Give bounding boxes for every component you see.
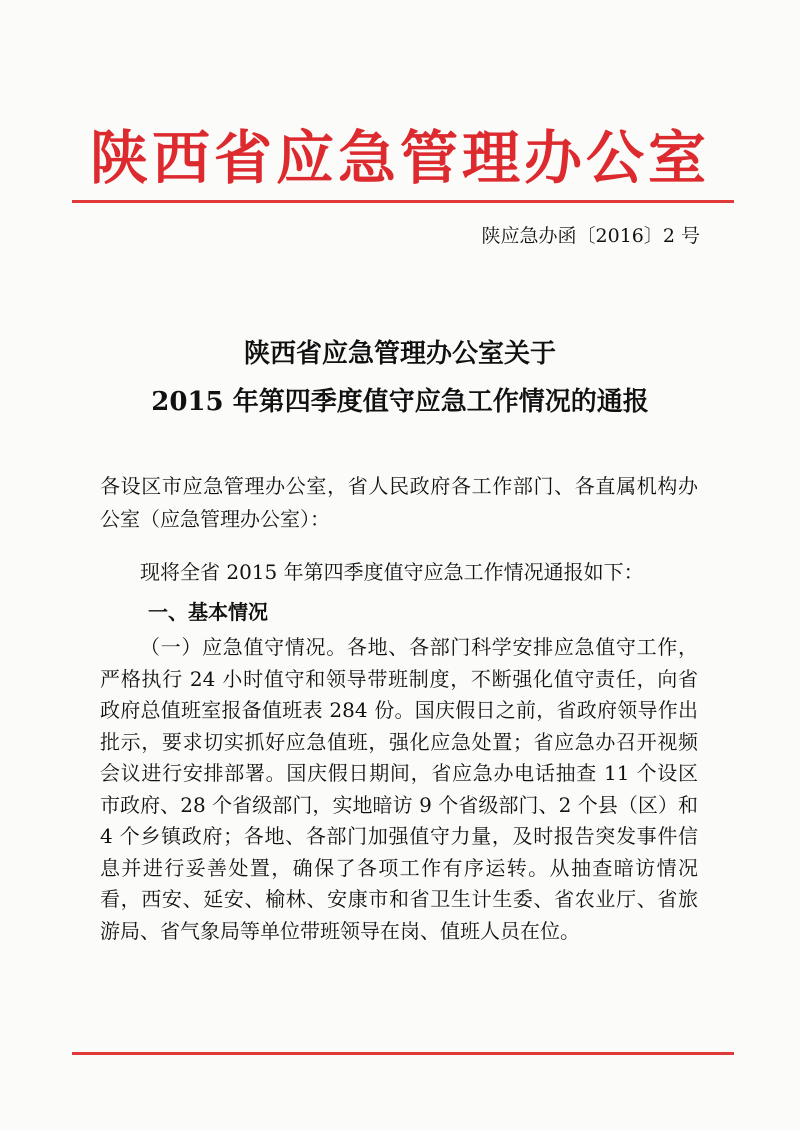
header-red-rule: [72, 200, 734, 203]
document-title-line2: 2015 年第四季度值守应急工作情况的通报: [151, 387, 649, 417]
section1-heading: 一、基本情况: [148, 600, 268, 624]
section1-paragraph-text: （一）应急值守情况。各地、各部门科学安排应急值守工作，严格执行 24 小时值守和领导带班制度，不断强化值守责任，向省政府总值班室报备值班表 284 份。国庆假日之前，省政府领导作出批示，要求切实抓好应急值班，强化应急处置；省应急办召开视频会议进行安排部署。国庆假日期间，省应急办电话抽查 11 个设区市政府、28 个省级部门，实地暗访 9 个省级部门、2 个县（区）和 4 个乡镇政府；各地、各部门加强值守力量，及时报告突发事件信息并进行妥善处置，确保了各项工作有序运转。从抽查暗访情况看，西安、延安、榆林、安康市和省卫生计生委、省农业厅、省旅游局、省气象局等单位带班领导在岗、值班人员在位。: [100, 635, 698, 943]
recipients: [100, 470, 698, 536]
recipients-text: 各设区市应急管理办公室，省人民政府各工作部门、各直属机构办公室（应急管理办公室）：: [100, 474, 698, 531]
document-title-line1: 陕西省应急管理办公室关于: [243, 339, 556, 369]
section1-paragraph: [100, 632, 698, 947]
intro-paragraph: [100, 556, 698, 589]
document-number: 陕应急办函〔2016〕2 号: [481, 225, 700, 247]
intro-text: 现将全省 2015 年第四季度值守应急工作情况通报如下：: [140, 560, 644, 584]
footer-red-rule: [72, 1052, 734, 1055]
masthead-office-name: 陕西省应急管理办公室: [89, 124, 710, 192]
